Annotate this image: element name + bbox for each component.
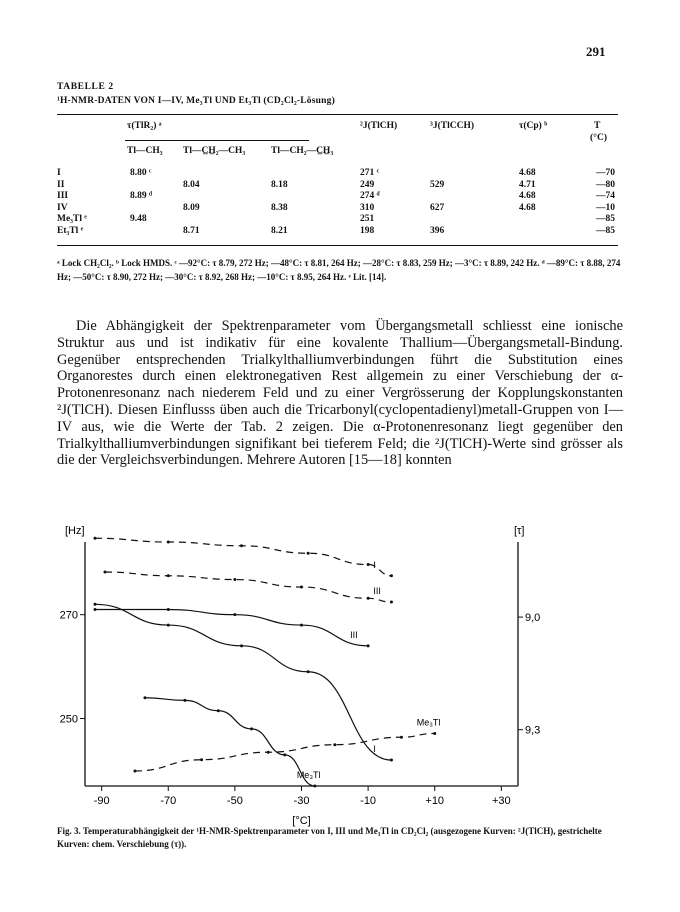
data-point xyxy=(433,732,436,735)
header-tau-cp: τ(Cp) ᵇ xyxy=(519,121,548,131)
data-point xyxy=(333,743,336,746)
data-point xyxy=(133,769,136,772)
cell-tl-ch3: 9.48 xyxy=(130,214,147,225)
cell-tl-ch2: 8.09 xyxy=(183,202,200,213)
cell-temperature: —10 xyxy=(596,202,615,213)
cell-2j: 310 xyxy=(360,202,375,213)
x-tick-label: -50 xyxy=(226,795,243,807)
x-axis-label: [°C] xyxy=(292,815,311,827)
left-axis-unit-label: [Hz] xyxy=(65,525,85,537)
cell-2j: 274 ᵈ xyxy=(360,191,380,202)
cell-tl-ch2-ch3: 8.38 xyxy=(271,202,288,213)
x-tick-label: +10 xyxy=(425,795,445,807)
cell-3j: 529 xyxy=(430,179,445,190)
left-tick-label: 270 xyxy=(59,609,78,622)
data-point xyxy=(233,613,236,616)
cell-temperature: —70 xyxy=(596,168,615,178)
data-point xyxy=(93,603,96,606)
data-point xyxy=(240,544,243,547)
cell-tl-ch3: 8.80 ᶜ xyxy=(130,168,152,178)
data-point xyxy=(367,644,370,647)
table-span-rule xyxy=(125,140,309,141)
shift-curve-I xyxy=(95,538,391,576)
data-point xyxy=(240,644,243,647)
table-label: TABELLE 2 xyxy=(57,82,114,92)
data-point xyxy=(200,758,203,761)
cell-tl-ch2: 8.71 xyxy=(183,226,200,236)
data-point xyxy=(390,601,393,604)
data-point xyxy=(267,751,270,754)
x-tick-label: -10 xyxy=(360,795,377,807)
series-label: Me₃Tl xyxy=(296,770,321,780)
data-point xyxy=(300,586,303,589)
series-label: III xyxy=(373,586,381,597)
header-temperature: T xyxy=(594,121,601,131)
cell-temperature: —74 xyxy=(596,191,615,202)
row-compound: III xyxy=(57,191,69,202)
data-point xyxy=(167,541,170,544)
row-compound: II xyxy=(57,179,65,190)
series-label: III xyxy=(350,629,358,640)
data-point xyxy=(93,608,96,611)
data-point xyxy=(103,571,106,574)
cell-tau-cp: 4.68 xyxy=(519,202,536,213)
right-tick-label: 9,0 xyxy=(525,612,541,625)
cell-tl-ch3: 8.89 ᵈ xyxy=(130,191,153,202)
header-2j: ²J(TlCH) xyxy=(360,121,398,131)
data-point xyxy=(367,597,370,600)
coupling-curve-I xyxy=(95,604,391,760)
data-point xyxy=(217,709,220,712)
row-compound: Me₃Tl ᵉ xyxy=(57,214,87,225)
header-temperature-unit: (°C) xyxy=(590,133,607,143)
cell-temperature: —85 xyxy=(596,214,615,225)
shift-curve-Me₃Tl xyxy=(135,733,435,771)
data-point xyxy=(367,563,370,566)
row-compound: I xyxy=(57,168,61,178)
data-point xyxy=(390,759,393,762)
cell-3j: 627 xyxy=(430,202,445,213)
data-point xyxy=(300,624,303,627)
data-point xyxy=(283,753,286,756)
series-label: I xyxy=(373,559,376,570)
table-caption: ¹H-NMR-DATEN VON I—IV, Me₃Tl UND Et₃Tl (CD₂Cl₂-Lösung) xyxy=(57,96,335,106)
data-point xyxy=(167,624,170,627)
table-top-rule xyxy=(57,114,618,115)
right-axis-unit-label: [τ] xyxy=(514,525,525,537)
x-tick-label: +30 xyxy=(492,795,511,807)
chart-labels xyxy=(65,525,524,827)
left-tick-label: 250 xyxy=(59,713,78,726)
cell-tl-ch2: 8.04 xyxy=(183,179,200,190)
page-number: 291 xyxy=(586,44,606,59)
data-point xyxy=(307,670,310,673)
x-tick-label: -30 xyxy=(293,795,310,807)
coupling-curve-Me₃Tl xyxy=(145,698,315,786)
row-compound: IV xyxy=(57,202,68,213)
data-point xyxy=(143,696,146,699)
data-point xyxy=(167,574,170,577)
data-point xyxy=(250,727,253,730)
data-point xyxy=(390,574,393,577)
chart-series xyxy=(93,537,436,788)
cell-tl-ch2-ch3: 8.21 xyxy=(271,226,288,236)
subheader-tl-ch3: Tl—CH₃ xyxy=(127,146,163,156)
subheader-tl-ch2-ch3: Tl—CH₂—C̲H̲₃ xyxy=(271,146,334,156)
cell-temperature: —85 xyxy=(596,226,615,236)
subheader-tl-ch2: Tl—C̲H̲₂—CH₃ xyxy=(183,146,246,156)
header-tau-tlr2: τ(TlR₂) ᵃ xyxy=(127,121,162,131)
x-tick-label: -70 xyxy=(160,795,177,807)
data-point xyxy=(183,699,186,702)
shift-curve-III xyxy=(105,572,391,602)
right-tick-label: 9,3 xyxy=(525,724,541,737)
cell-temperature: —80 xyxy=(596,179,615,190)
cell-tau-cp: 4.68 xyxy=(519,191,536,202)
coupling-curve-III xyxy=(95,609,368,645)
series-label: Me₃Tl xyxy=(416,717,441,728)
cell-tau-cp: 4.71 xyxy=(519,179,536,190)
series-label: I xyxy=(373,744,376,755)
figure-caption: Fig. 3. Temperaturabhängigkeit der ¹H-NMR-Spektrenparameter von I, III und Me₃Tl in CD₂Cl₂ (ausgezogene Kurven: ²J(TlCH), gestrichelte Kurven: chem. Verschiebung (τ)). xyxy=(57,826,602,849)
x-tick-label: -90 xyxy=(93,795,110,807)
cell-2j: 251 xyxy=(360,214,375,225)
chart-frame xyxy=(85,542,518,786)
cell-2j: 198 xyxy=(360,226,375,236)
data-point xyxy=(307,552,310,555)
cell-tau-cp: 4.68 xyxy=(519,168,536,178)
cell-2j: 271 ᶜ xyxy=(360,168,380,178)
data-point xyxy=(167,608,170,611)
header-3j: ³J(TlCCH) xyxy=(430,121,475,131)
cell-3j: 396 xyxy=(430,226,445,236)
temperature-chart xyxy=(0,520,680,827)
data-point xyxy=(233,578,236,581)
data-point xyxy=(313,785,316,788)
row-compound: Et₃Tl ᵉ xyxy=(57,226,84,236)
cell-tl-ch2-ch3: 8.18 xyxy=(271,179,288,190)
body-paragraph: Die Abhängigkeit der Spektrenparameter vom Übergangsmetall schliesst eine ionische Struktur aus und ist indikativ für eine kovalente Thallium—Übergangsmetall-Bindung. Gegenüber entsprechenden Trialkylthalliumverbindungen führt die Substitution eines Organorestes durch einen elektronegativen Rest allgemein zu einer Verschiebung der α-Protonenresonanz nach niederem Feld und zu einer Vergrösserung der Kopplungskonstanten ²J(TlCH). Diesen Einflusss üben auch die Tricarbonyl(cyclopentadienyl)metall-Gruppen von I—IV aus, wie die Werte der Tab. 2 zeigen. Die α-Protonenresonanz liegt gegenüber den Trialkylthalliumverbindungen signifikant bei tieferem Feld; die ²J(TlCH)-Werte sind grösser als die der Vergleichsverbindungen. Mehrere Autoren [15—18] konnten xyxy=(57,318,623,469)
table-footnotes: ᵃ Lock CH₂Cl₂. ᵇ Lock HMDS. ᶜ —92°C: τ 8.79, 272 Hz; —48°C: τ 8.81, 264 Hz; —28°C: τ 8.83, 259 Hz; —3°C: τ 8.89, 242 Hz. ᵈ —89°C: τ 8.88, 274 Hz; —50°C: τ 8.90, 272 Hz; —30°C: τ 8.92, 268 Hz; —10°C: τ 8.95, 264 Hz. ᵉ Lit. [14]. xyxy=(57,258,621,282)
cell-2j: 249 xyxy=(360,179,375,190)
data-point xyxy=(93,537,96,540)
body-text xyxy=(57,318,623,469)
data-point xyxy=(400,736,403,739)
table-bottom-rule xyxy=(57,245,618,246)
